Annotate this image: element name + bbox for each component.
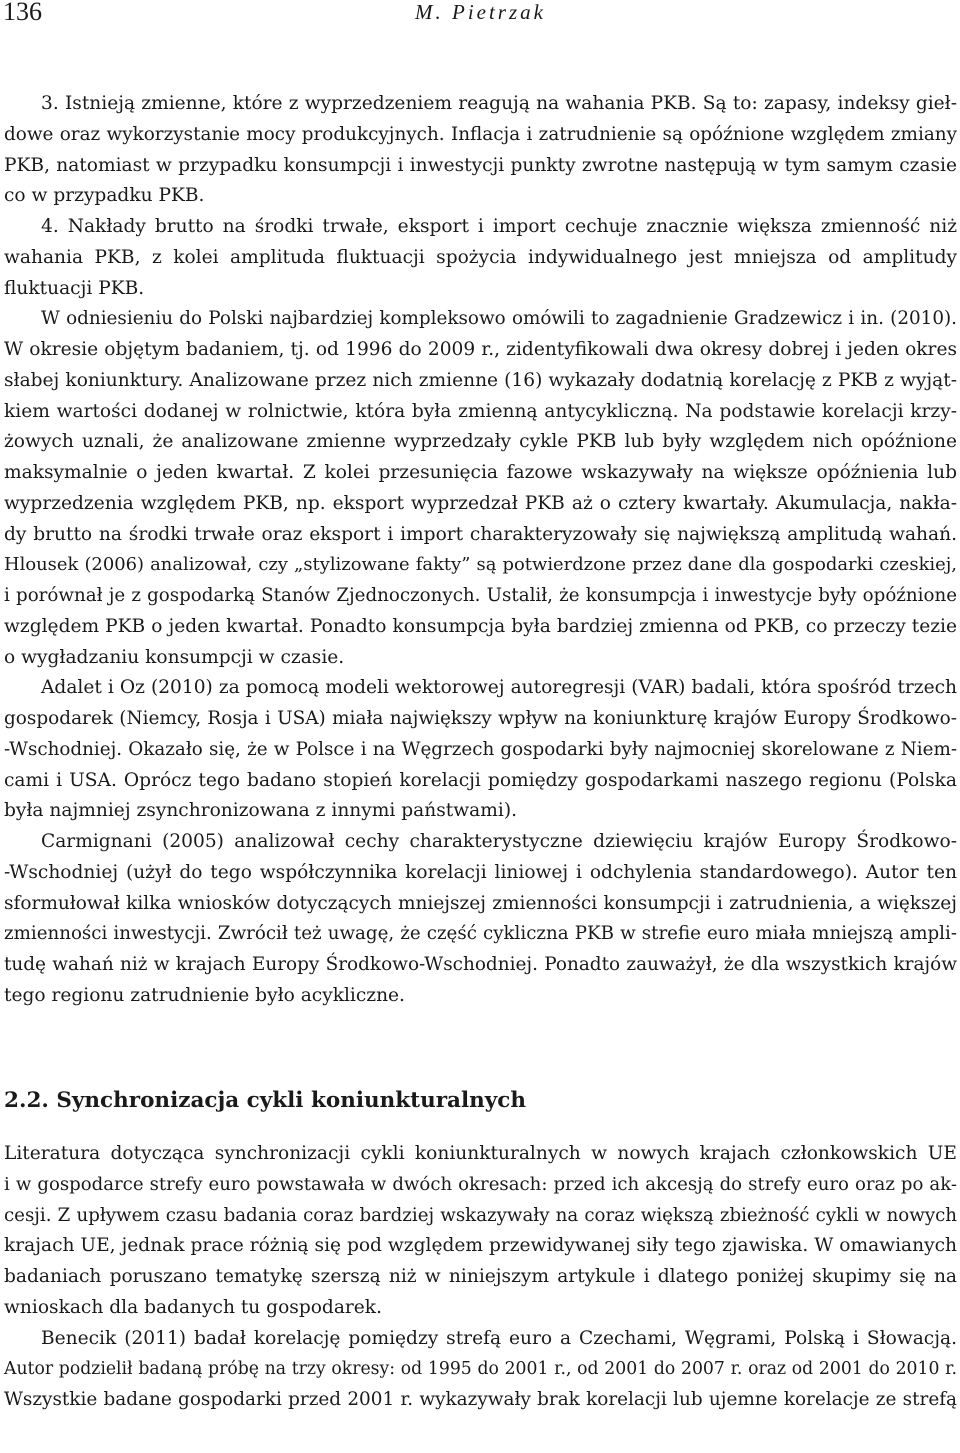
text-line: badaniach poruszano tematykę szerszą niż w niniejszym artykule i dlatego poniżej skupimy się na bbox=[4, 1266, 957, 1287]
text-line: PKB, natomiast w przypadku konsumpcji i inwestycji punkty zwrotne następują w tym samym czasie bbox=[4, 154, 957, 176]
page-number: 136 bbox=[3, 0, 42, 26]
text-line: Hlousek (2006) analizował, czy „stylizowane fakty” są potwierdzone przez dane dla gospodarki czeskiej, bbox=[4, 554, 957, 576]
section-gap bbox=[4, 1012, 957, 1074]
text-line: maksymalnie o jeden kwartał. Z kolei przesunięcia fazowe wskazywały na większe opóźnienia lub bbox=[4, 462, 957, 483]
text-line: wnioskach dla badanych tu gospodarek. bbox=[4, 1296, 382, 1318]
paragraph bbox=[4, 1139, 957, 1324]
text-line: Adalet i Oz (2010) za pomocą modeli wektorowej autoregresji (VAR) badali, która spośród trzech bbox=[41, 677, 957, 699]
section-title: Synchronizacja cykli koniunkturalnych bbox=[56, 1088, 526, 1113]
text-line: zmienności inwestycji. Zwrócił też uwagę, że część cykliczna PKB w strefie euro miała mniejszą ampli- bbox=[4, 923, 957, 945]
text-line: -Wschodniej. Okazało się, że w Polsce i na Węgrzech gospodarki były najmocniej skorelowane z Niem- bbox=[4, 738, 957, 760]
text-line: słabej koniunktury. Analizowane przez nich zmienne (16) wykazały dodatnią korelację z PKB z wyjąt- bbox=[4, 369, 957, 391]
text-line: W odniesieniu do Polski najbardziej kompleksowo omówili to zagadnienie Gradzewicz i in. (2010). bbox=[41, 308, 957, 330]
body-text bbox=[4, 89, 957, 1416]
text-line: i porównał je z gospodarką Stanów Zjednoczonych. Ustalił, że konsumpcja i inwestycje były opóźnione bbox=[4, 585, 957, 606]
paragraph bbox=[4, 89, 957, 212]
text-line: gospodarek (Niemcy, Rosja i USA) miała największy wpływ na koniunkturę krajów Europy Środkowo- bbox=[4, 708, 957, 729]
running-head-author: M. Pietrzak bbox=[415, 0, 546, 24]
text-line: fluktuacji PKB. bbox=[4, 277, 145, 299]
text-line: -Wschodniej (użył do tego współczynnika korelacji liniowej i odchylenia standardowego). Autor ten bbox=[4, 861, 957, 883]
paragraph bbox=[4, 304, 957, 673]
text-line: wahania PKB, z kolei amplituda fluktuacji spożycia indywidualnego jest mniejsza od amplitudy bbox=[4, 246, 957, 268]
text-line: wyprzedzenia względem PKB, np. eksport wyprzedzał PKB aż o cztery kwartały. Akumulacja, nakła- bbox=[4, 492, 957, 514]
text-line: kiem wartości dodanej w rolnictwie, która była zmienną antycykliczną. Na podstawie korelacji krzy- bbox=[4, 400, 957, 422]
text-line: o wygładzaniu konsumpcji w czasie. bbox=[4, 646, 345, 668]
text-line: tudę wahań niż w krajach Europy Środkowo-Wschodniej. Ponadto zauważył, że dla wszystkich krajów bbox=[4, 954, 957, 975]
text-line: cami i USA. Oprócz tego badano stopień korelacji pomiędzy gospodarkami naszego regionu (Polska bbox=[4, 769, 957, 791]
text-line: Carmignani (2005) analizował cechy charakterystyczne dziewięciu krajów Europy Środkowo- bbox=[41, 831, 957, 852]
paragraph bbox=[4, 1324, 957, 1416]
text-line: Literatura dotycząca synchronizacji cykli koniunkturalnych w nowych krajach członkowskich UE bbox=[4, 1143, 957, 1164]
text-line: Benecik (2011) badał korelację pomiędzy strefą euro a Czechami, Węgrami, Polską i Słowacją. bbox=[41, 1327, 957, 1349]
paragraph bbox=[4, 212, 957, 304]
text-line: 3. Istnieją zmienne, które z wyprzedzeniem reagują na wahania PKB. Są to: zapasy, indeksy gieł- bbox=[41, 93, 957, 114]
paragraphs-after-section bbox=[4, 1139, 957, 1416]
text-line: cesji. Z upływem czasu badania coraz bardziej wskazywały na coraz większą zbieżność cykli w nowych bbox=[4, 1204, 957, 1226]
paragraph bbox=[4, 827, 957, 1012]
heading-gap bbox=[4, 1123, 957, 1139]
text-line: żowych uznali, że analizowane zmienne wyprzedzały cykle PKB lub były względem nich opóźnione bbox=[4, 431, 957, 453]
text-line: sformułował kilka wniosków dotyczących mniejszej zmienności konsumpcji i zatrudnienia, a większej bbox=[4, 892, 957, 914]
text-line: W okresie objętym badaniem, tj. od 1996 do 2009 r., zidentyfikowali dwa okresy dobrej i jeden okres bbox=[4, 339, 957, 360]
paragraph bbox=[4, 673, 957, 827]
text-line: co w przypadku PKB. bbox=[4, 185, 205, 207]
paragraphs-before-section bbox=[4, 89, 957, 1012]
section-heading bbox=[4, 1085, 957, 1123]
page-header bbox=[0, 0, 960, 30]
section-number: 2.2. bbox=[4, 1088, 49, 1113]
text-line: Autor podzielił badaną próbę na trzy okresy: od 1995 do 2001 r., od 2001 do 2007 r. oraz od 2001 do 2010 r. bbox=[4, 1359, 957, 1380]
text-line: dowe oraz wykorzystanie mocy produkcyjnych. Inflacja i zatrudnienie są opóźnione względem zmiany bbox=[4, 123, 957, 145]
text-line: była najmniej zsynchronizowana z innymi państwami). bbox=[4, 800, 517, 822]
text-line: i w gospodarce strefy euro powstawała w dwóch okresach: przed ich akcesją do strefy euro oraz po ak- bbox=[4, 1173, 957, 1195]
text-line: krajach UE, jednak prace różnią się pod względem przewidywanej siły tego zjawiska. W omawianych bbox=[4, 1235, 957, 1257]
text-line: Wszystkie badane gospodarki przed 2001 r. wykazywały brak korelacji lub ujemne korelacje ze strefą bbox=[4, 1389, 957, 1410]
text-line: dy brutto na środki trwałe oraz eksport i import charakteryzowały się największą amplitudą wahań. bbox=[4, 523, 957, 545]
text-line: względem PKB o jeden kwartał. Ponadto konsumpcja była bardziej zmienna od PKB, co przeczy tezie bbox=[4, 615, 957, 637]
text-line: tego regionu zatrudnienie było acykliczne. bbox=[4, 984, 405, 1006]
text-line: 4. Nakłady brutto na środki trwałe, eksport i import cechuje znacznie większa zmienność niż bbox=[41, 216, 957, 237]
